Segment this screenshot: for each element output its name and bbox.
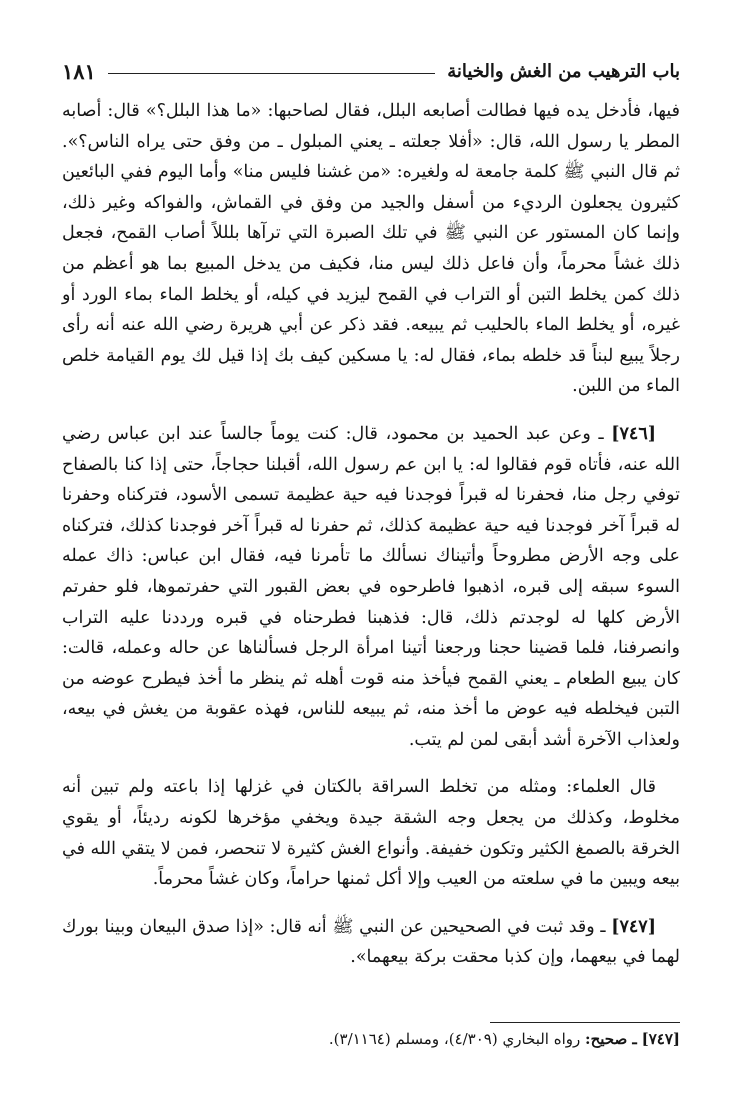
paragraph-continuation [62, 96, 680, 402]
hadith-746 [62, 419, 680, 756]
footnote-separator [490, 1022, 680, 1023]
footnote [62, 1026, 680, 1052]
footnote-number: [٧٤٧] [641, 1030, 680, 1048]
paragraph-text: ـ وقد ثبت في الصحيحين عن النبي ﷺ أنه قال: «إذا صدق البيعان وبينا بورك لهما في بيعهما، وإن كذبا محقت بركة بيعهما». [62, 916, 680, 968]
footnote-grade: ـ صحيح: [585, 1030, 637, 1048]
hadith-number: [٧٤٧] [611, 916, 656, 937]
page-number: ١٨١ [62, 58, 96, 84]
scholars-paragraph [62, 772, 680, 894]
paragraph-text: قال العلماء: ومثله من تخلط السراقة بالكتان في غزلها إذا باعته ولم تبين أنه مخلوط، وكذلك من يجعل وجه الشقة جيدة ويخفي مؤخرها لكونه رديئاً، أو يقوي الخرقة بالصمغ الكثير وتكون خفيفة. وأنواع الغش كثيرة لا تنحصر، فمن لا يتقي الله في بيعه ويبين ما في سلعته من العيب وإلا أكل ثمنها حراماً، وكان غشاً محرماً. [62, 777, 680, 890]
footnote-text: رواه البخاري (٤/٣٠٩)، ومسلم (٣/١١٦٤). [328, 1030, 581, 1048]
main-text [62, 96, 680, 973]
hadith-number: [٧٤٦] [611, 423, 656, 444]
header-rule [108, 73, 435, 74]
running-title: باب الترهيب من الغش والخيانة [447, 60, 680, 82]
hadith-747 [62, 912, 680, 973]
paragraph-text: فيها، فأدخل يده فيها فطالت أصابعه البلل، فقال لصاحبها: «ما هذا البلل؟» قال: أصابه المطر يا رسول الله، قال: «أفلا جعلته ـ يعني المبلول ـ من وفق حتى يراه الناس؟». ثم قال النبي ﷺ كلمة جامعة له ولغيره: «من غشنا فليس منا» وأما اليوم ففي البائعين كثيرون يجعلون الرديء من أسفل والجيد من وفق في القماش، والفواكه وغير ذلك، وإنما كان المستور عن النبي ﷺ في تلك الصبرة التي ترآها بلللاً أصاب القمح، فجعل ذلك غشاً محرماً، وأن فاعل ذلك ليس منا، فكيف من يدخل المبيع بما هو أعظم من ذلك كمن يخلط التبن أو التراب في القمح ليزيد في كيله، أو يخلط الماء بماء الورد أو غيره، أو يخلط الماء بالحليب ثم يبيعه. فقد ذكر عن أبي هريرة رضي الله عنه أنه رأى رجلاً يبيع لبناً قد خلطه بماء، فقال له: يا مسكين كيف بك إذا قيل لك يوم القيامة خلص الماء من اللبن. [62, 101, 680, 397]
paragraph-text: ـ وعن عبد الحميد بن محمود، قال: كنت يوماً جالساً عند ابن عباس رضي الله عنه، فأتاه قوم فقالوا له: يا ابن عم رسول الله، أقبلنا حجاجاً، حتى إذا كنا بالصفاح توفي رجل منا، فحفرنا له قبراً فوجدنا فيه حية عظيمة تسمى الأسود، فتركناه وحفرنا له قبراً آخر فوجدنا فيه حية عظيمة كذلك، ثم حفرنا له قبراً آخر فوجدنا كذلك، فتركناه على وجه الأرض مطروحاً وأتيناك نسألك ما تأمرنا فيه، فقال ابن عباس: ذاك عمله السوء سبقه إلى قبره، اذهبوا فاطرحوه في بعض القبور التي حفرتموها، فلو حفرتم الأرض كلها له لوجدتم ذلك، قال: فذهبنا فطرحناه في قبره ورددنا عليه التراب وانصرفنا، فلما قضينا حجنا ورجعنا أتينا امرأة الرجل فسألناها عن حاله وعمله، قالت: كان يبيع الطعام ـ يعني القمح فيأخذ منه قوت أهله ثم ينظر ما أخذ فيطرح عوضه من التبن فيخلطه فيه عوض ما أخذ منه، ثم يبيعه للناس، فهذه عقوبة من يغش في بيعه، ولعذاب الآخرة أشد أبقى لمن لم يتب. [62, 423, 680, 750]
page-header [62, 54, 680, 88]
